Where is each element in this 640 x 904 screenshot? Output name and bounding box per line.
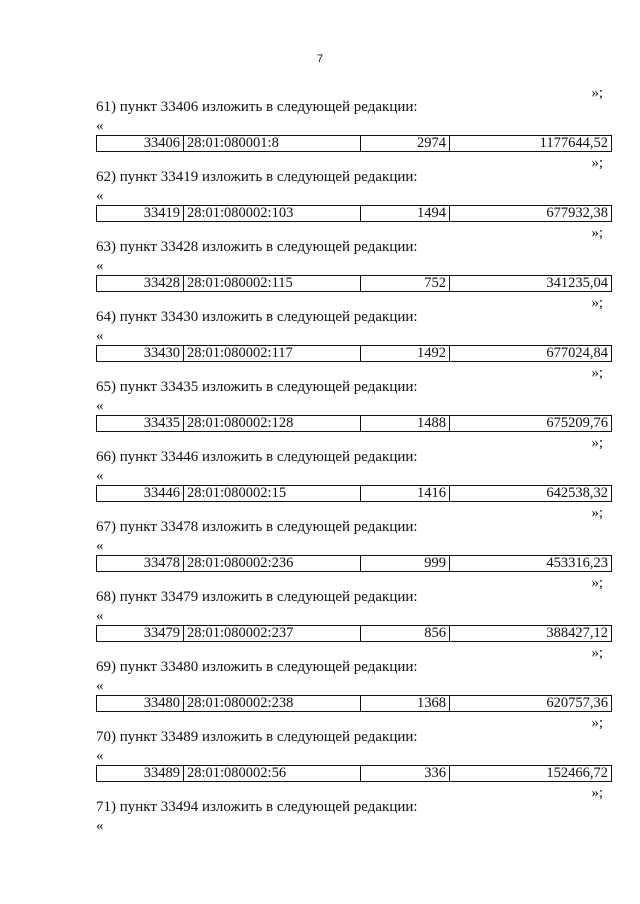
item-number-cell: 33406 (97, 136, 184, 152)
amendment-intro: 68) пункт 33479 изложить в следующей редакции: (96, 589, 418, 605)
amendment-intro: 63) пункт 33428 изложить в следующей редакции: (96, 239, 418, 255)
opening-quote: « (96, 608, 104, 624)
cadastral-number-cell: 28:01:080002:117 (184, 346, 361, 362)
opening-quote: « (96, 328, 104, 344)
item-number-cell: 33478 (97, 556, 184, 572)
amendment-67 (0, 506, 640, 576)
amendment-intro: 61) пункт 33406 изложить в следующей редакции: (96, 99, 418, 115)
item-number-cell: 33428 (97, 276, 184, 292)
amendment-table (96, 275, 612, 292)
closing-quote: »; (591, 365, 603, 381)
amendment-intro: 71) пункт 33494 изложить в следующей редакции: (96, 799, 418, 815)
amendment-intro: 62) пункт 33419 изложить в следующей редакции: (96, 169, 418, 185)
item-number-cell: 33489 (97, 766, 184, 782)
closing-quote: »; (591, 505, 603, 521)
table-row (97, 346, 612, 362)
value-cell: 642538,32 (450, 486, 612, 502)
closing-quote: »; (591, 225, 603, 241)
value-cell: 152466,72 (450, 766, 612, 782)
cadastral-number-cell: 28:01:080002:128 (184, 416, 361, 432)
amendment-list (0, 86, 640, 846)
amendment-69 (0, 646, 640, 716)
closing-quote: »; (591, 715, 603, 731)
value-cell: 675209,76 (450, 416, 612, 432)
cadastral-number-cell: 28:01:080002:103 (184, 206, 361, 222)
value-cell: 677024,84 (450, 346, 612, 362)
value-cell: 620757,36 (450, 696, 612, 712)
item-number-cell: 33480 (97, 696, 184, 712)
cadastral-number-cell: 28:01:080002:236 (184, 556, 361, 572)
area-cell: 999 (361, 556, 450, 572)
value-cell: 341235,04 (450, 276, 612, 292)
table-row (97, 626, 612, 642)
opening-quote: « (96, 258, 104, 274)
value-cell: 677932,38 (450, 206, 612, 222)
item-number-cell: 33419 (97, 206, 184, 222)
area-cell: 1494 (361, 206, 450, 222)
closing-quote: »; (591, 155, 603, 171)
amendment-62 (0, 156, 640, 226)
closing-quote: »; (591, 85, 603, 101)
amendment-table (96, 765, 612, 782)
area-cell: 1492 (361, 346, 450, 362)
amendment-table (96, 695, 612, 712)
item-number-cell: 33446 (97, 486, 184, 502)
amendment-66 (0, 436, 640, 506)
area-cell: 1368 (361, 696, 450, 712)
table-row (97, 206, 612, 222)
cadastral-number-cell: 28:01:080002:238 (184, 696, 361, 712)
table-row (97, 276, 612, 292)
amendment-63 (0, 226, 640, 296)
value-cell: 1177644,52 (450, 136, 612, 152)
closing-quote: »; (591, 295, 603, 311)
amendment-intro: 64) пункт 33430 изложить в следующей редакции: (96, 309, 418, 325)
table-row (97, 416, 612, 432)
opening-quote: « (96, 468, 104, 484)
amendment-68 (0, 576, 640, 646)
opening-quote: « (96, 538, 104, 554)
item-number-cell: 33479 (97, 626, 184, 642)
amendment-65 (0, 366, 640, 436)
table-row (97, 556, 612, 572)
area-cell: 2974 (361, 136, 450, 152)
amendment-table (96, 555, 612, 572)
area-cell: 752 (361, 276, 450, 292)
amendment-intro: 65) пункт 33435 изложить в следующей редакции: (96, 379, 418, 395)
table-row (97, 136, 612, 152)
opening-quote: « (96, 678, 104, 694)
amendment-intro: 69) пункт 33480 изложить в следующей редакции: (96, 659, 418, 675)
item-number-cell: 33430 (97, 346, 184, 362)
opening-quote: « (96, 398, 104, 414)
amendment-61 (0, 86, 640, 156)
amendment-table (96, 625, 612, 642)
amendment-70 (0, 716, 640, 786)
closing-quote: »; (591, 785, 603, 801)
table-row (97, 696, 612, 712)
area-cell: 856 (361, 626, 450, 642)
amendment-table (96, 485, 612, 502)
cadastral-number-cell: 28:01:080002:56 (184, 766, 361, 782)
cadastral-number-cell: 28:01:080001:8 (184, 136, 361, 152)
table-row (97, 486, 612, 502)
amendment-64 (0, 296, 640, 366)
amendment-table (96, 135, 612, 152)
amendment-intro: 67) пункт 33478 изложить в следующей редакции: (96, 519, 418, 535)
amendment-intro: 66) пункт 33446 изложить в следующей редакции: (96, 449, 418, 465)
item-number-cell: 33435 (97, 416, 184, 432)
table-row (97, 766, 612, 782)
area-cell: 336 (361, 766, 450, 782)
cadastral-number-cell: 28:01:080002:15 (184, 486, 361, 502)
opening-quote: « (96, 818, 104, 834)
amendment-table (96, 345, 612, 362)
closing-quote: »; (591, 575, 603, 591)
area-cell: 1416 (361, 486, 450, 502)
amendment-intro: 70) пункт 33489 изложить в следующей редакции: (96, 729, 418, 745)
value-cell: 453316,23 (450, 556, 612, 572)
cadastral-number-cell: 28:01:080002:115 (184, 276, 361, 292)
area-cell: 1488 (361, 416, 450, 432)
opening-quote: « (96, 748, 104, 764)
page-number: 7 (316, 53, 324, 65)
closing-quote: »; (591, 435, 603, 451)
opening-quote: « (96, 118, 104, 134)
opening-quote: « (96, 188, 104, 204)
amendment-table (96, 205, 612, 222)
amendment-table (96, 415, 612, 432)
closing-quote: »; (591, 645, 603, 661)
value-cell: 388427,12 (450, 626, 612, 642)
cadastral-number-cell: 28:01:080002:237 (184, 626, 361, 642)
amendment-71 (0, 786, 640, 846)
